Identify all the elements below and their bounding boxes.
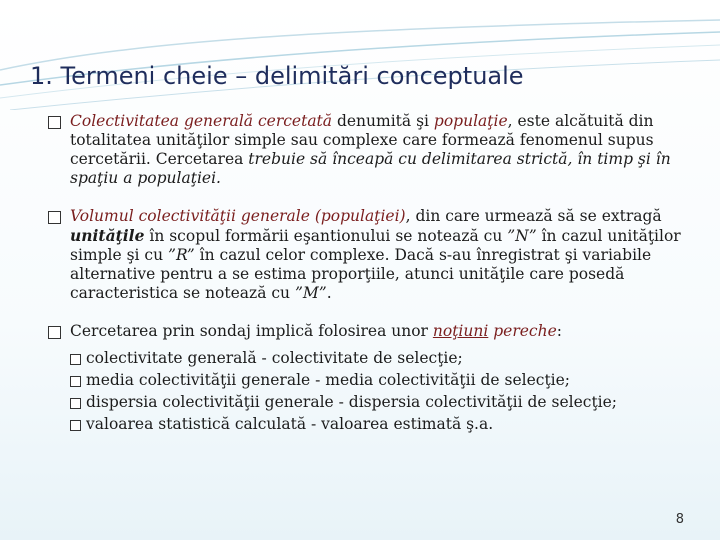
checkbox-bullet-icon	[70, 376, 81, 387]
content-area	[48, 112, 698, 454]
term-general-population: Colectivitatea generală cercetată	[70, 112, 333, 130]
term-units: unităţile	[70, 226, 145, 245]
list-item-text: colectivitate generală - colectivitate de selecţie;	[86, 349, 463, 367]
text-fragment-italic: trebuie să înceapă cu delimitarea strictă, în timp şi în spaţiu a populaţiei.	[70, 150, 671, 187]
checkbox-bullet-icon	[48, 211, 61, 224]
term-pair: pereche	[493, 322, 557, 340]
text-fragment: , este alcătuită din totalitatea unităţilor simple sau complexe care formează fenomenul supus cercetării. Cercetarea	[70, 112, 654, 168]
list-item-text: valoarea statistică calculată - valoarea estimată ş.a.	[86, 415, 494, 433]
term-notions: noţiuni	[432, 322, 489, 340]
checkbox-bullet-icon	[48, 116, 61, 129]
list-item	[70, 369, 698, 391]
term-volume: Volumul colectivităţii generale (populaţiei)	[70, 207, 406, 225]
header-decoration	[0, 0, 720, 110]
list-item	[70, 347, 698, 369]
term-population: populaţie	[433, 112, 508, 130]
text-fragment: , din care urmează să se extragă	[405, 207, 662, 225]
text-fragment: în scopul formării eşantionului se notează cu	[144, 227, 508, 245]
list-item-text: media colectivităţii generale - media colectivităţii de selecţie;	[86, 371, 571, 389]
text-fragment: în cazul unităţilor simple şi cu	[70, 227, 681, 264]
checkbox-bullet-icon	[70, 420, 81, 431]
symbol-m: ”M”	[294, 284, 327, 302]
paragraph-volume	[48, 207, 698, 303]
text-fragment: :	[556, 322, 562, 340]
page-number: 8	[675, 512, 684, 527]
text-fragment: .	[326, 284, 332, 302]
text-fragment: Cercetarea prin sondaj implică folosirea unor	[70, 322, 433, 340]
symbol-r: ”R”	[168, 246, 195, 264]
page-title: 1. Termeni cheie – delimitări conceptuale	[30, 62, 524, 90]
symbol-n: ”N”	[507, 227, 537, 245]
text-fragment: în cazul celor complexe. Dacă s-au înregistrat şi variabile alternative pentru a se estima proporţiile, atunci unităţile care posedă caracteristica se notează cu	[70, 246, 652, 302]
checkbox-bullet-icon	[70, 398, 81, 409]
list-item-text: dispersia colectivităţii generale - dispersia colectivităţii de selecţie;	[86, 393, 618, 411]
paragraph-notions	[48, 322, 698, 435]
checkbox-bullet-icon	[70, 354, 81, 365]
notions-list	[70, 347, 698, 435]
list-item	[70, 391, 698, 413]
list-item	[70, 413, 698, 435]
text-fragment: denumită şi	[332, 112, 434, 130]
checkbox-bullet-icon	[48, 326, 61, 339]
paragraph-population	[48, 112, 698, 188]
